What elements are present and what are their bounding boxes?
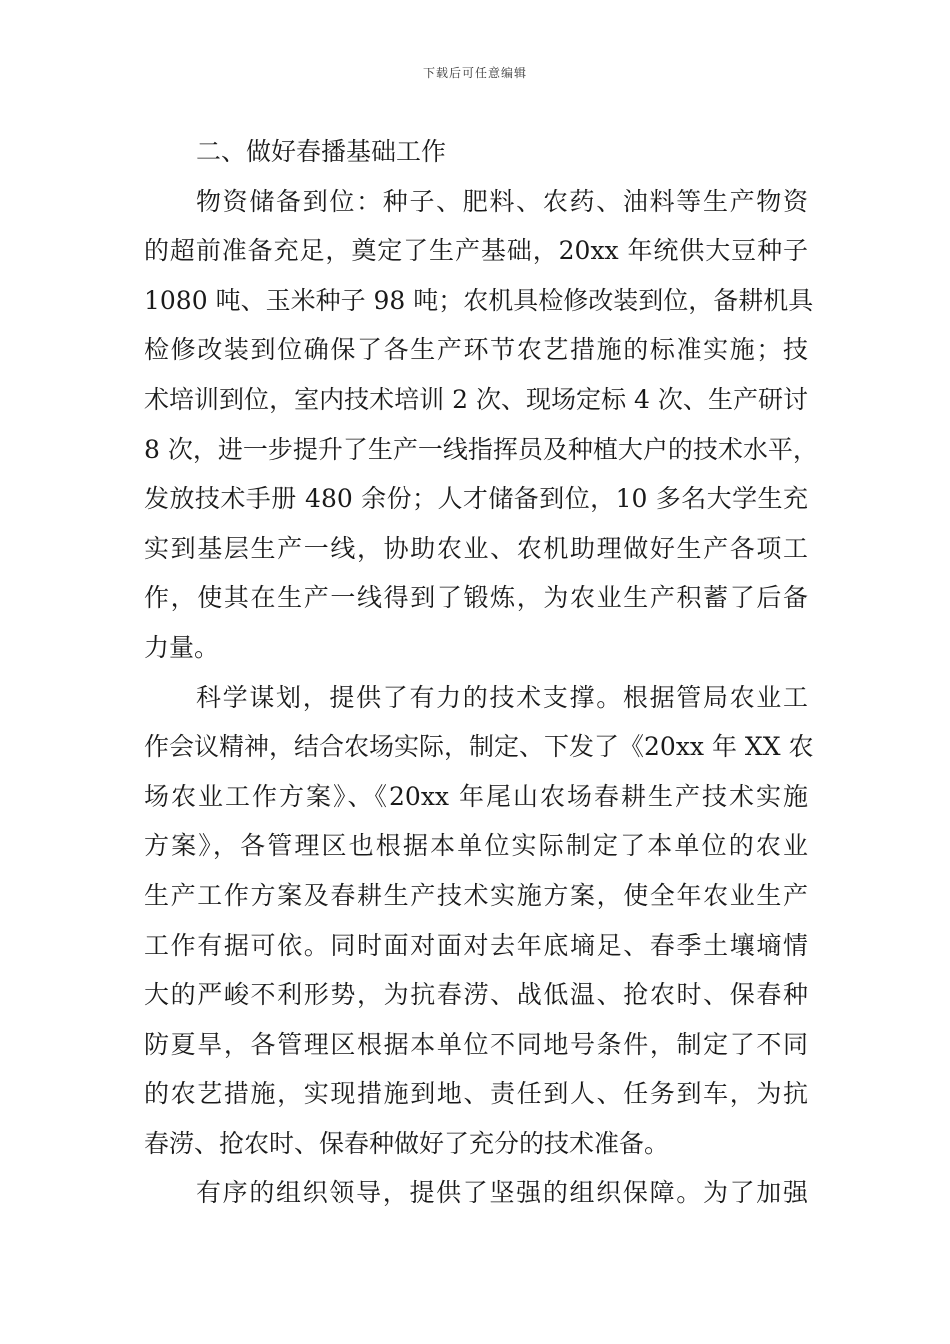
paragraph-1	[144, 177, 818, 673]
paragraph-line: 1080 吨、玉米种子 98 吨；农机具检修改装到位，备耕机具	[144, 285, 814, 315]
paragraph-line: 大的严峻不利形势，为抗春涝、战低温、抢农时、保春种	[144, 980, 808, 1010]
paragraph-line: 场农业工作方案》、《20xx 年尾山农场春耕生产技术实施	[144, 781, 808, 811]
paragraph-line: 春涝、抢农时、保春种做好了充分的技术准备。	[144, 1128, 670, 1158]
paragraph-line: 生产工作方案及春耕生产技术实施方案，使全年农业生产	[144, 880, 808, 910]
paragraph-line: 有序的组织领导，提供了坚强的组织保障。为了加强	[196, 1178, 808, 1208]
paragraph-line: 发放技术手册 480 余份；人才储备到位，10 多名大学生充	[144, 484, 808, 514]
paragraph-line: 实到基层生产一线，协助农业、农机助理做好生产各项工	[144, 533, 808, 563]
document-body	[144, 127, 818, 1218]
paragraph-line: 物资储备到位：种子、肥料、农药、油料等生产物资	[196, 186, 808, 216]
paragraph-line: 术培训到位，室内技术培训 2 次、现场定标 4 次、生产研讨	[144, 384, 808, 414]
paragraph-line: 力量。	[144, 632, 220, 662]
paragraph-line: 的超前准备充足，奠定了生产基础，20xx 年统供大豆种子	[144, 236, 808, 266]
paragraph-line: 检修改装到位确保了各生产环节农艺措施的标准实施；技	[144, 335, 808, 365]
section-heading: 二、做好春播基础工作	[196, 137, 447, 166]
paragraph-line: 作，使其在生产一线得到了锻炼，为农业生产积蓄了后备	[144, 583, 808, 613]
paragraph-line: 作会议精神，结合农场实际，制定、下发了《20xx 年 XX 农	[144, 732, 814, 762]
paragraph-line: 方案》，各管理区也根据本单位实际制定了本单位的农业	[144, 831, 808, 861]
paragraph-3	[144, 1168, 808, 1218]
paragraph-line: 8 次，进一步提升了生产一线指挥员及种植大户的技术水平，	[144, 434, 818, 464]
paragraph-line: 防夏旱，各管理区根据本单位不同地号条件，制定了不同	[144, 1029, 808, 1059]
paragraph-line: 工作有据可依。同时面对面对去年底墒足、春季土壤墒情	[144, 930, 808, 960]
paragraph-2	[144, 673, 814, 1169]
paragraph-line: 科学谋划，提供了有力的技术支撑。根据管局农业工	[196, 682, 808, 712]
header-note: 下载后可任意编辑	[422, 66, 527, 80]
paragraph-line: 的农艺措施，实现措施到地、责任到人、任务到车，为抗	[144, 1079, 808, 1109]
